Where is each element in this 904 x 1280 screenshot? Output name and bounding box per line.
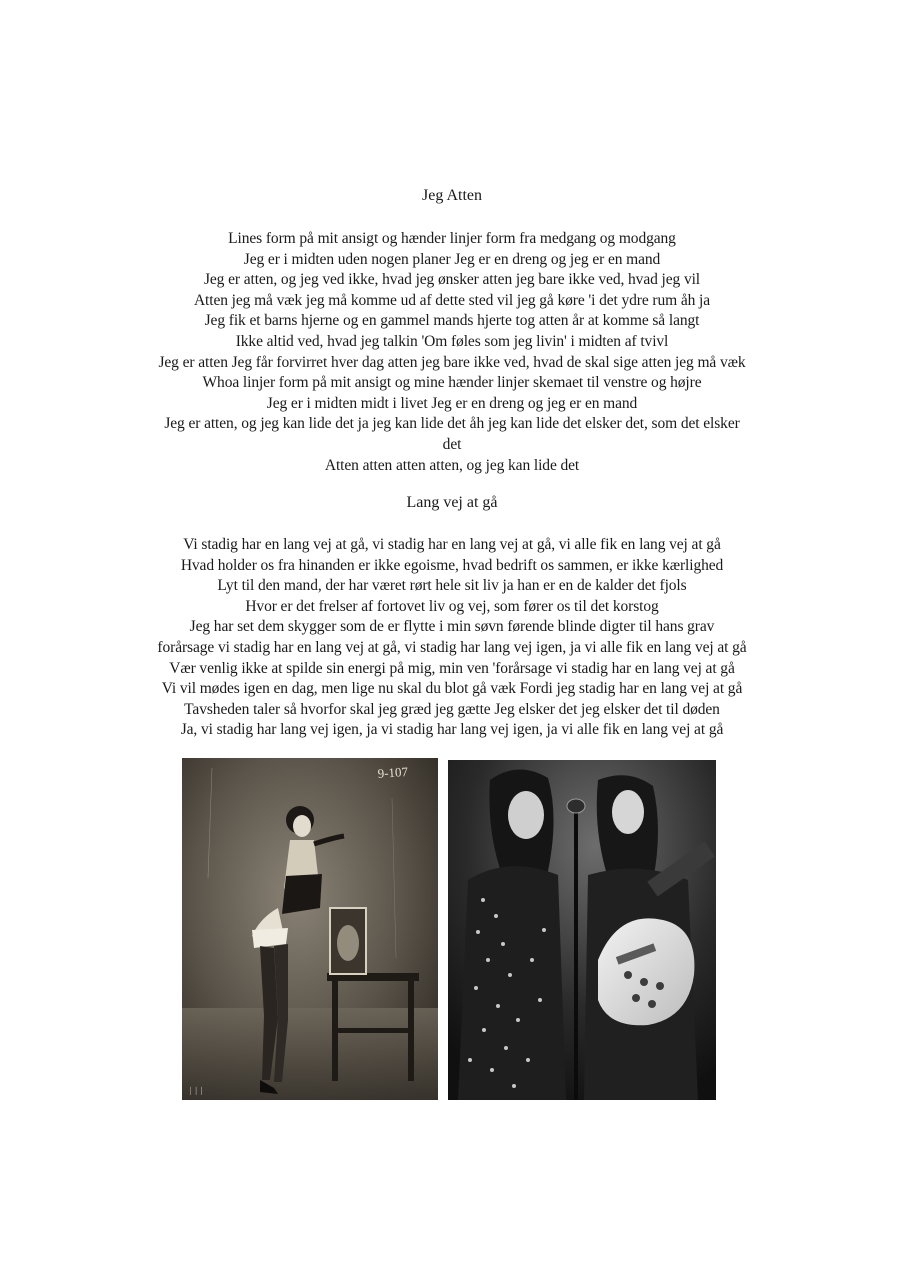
- poem-lang-vej: [40, 535, 864, 741]
- poem-line: Vær venlig ikke at spilde sin energi på mig, min ven 'forårsage vi stadig har en lang vej at gå: [169, 659, 735, 677]
- poem-line: Hvor er det frelser af fortovet liv og vej, som fører os til det korstog: [245, 597, 659, 615]
- poem-line: Ja, vi stadig har lang vej igen, ja vi stadig har lang vej igen, ja vi alle fik en lang vej at gå: [180, 721, 724, 739]
- photo-corner-mark: ᛁᛁᛁ: [188, 1087, 205, 1097]
- poem-line: Jeg fik et barns hjerne og en gammel mands hjerte tog atten år at komme så langt: [204, 312, 700, 330]
- poem-line: Jeg er atten, og jeg ved ikke, hvad jeg ønsker atten jeg bare ikke ved, hvad jeg vil: [203, 271, 701, 289]
- poem-line: Atten jeg må væk jeg må komme ud af dette sted vil jeg gå køre 'i det ydre rum åh ja: [193, 291, 711, 309]
- concert-illustration: [448, 760, 716, 1100]
- poem-line: Whoa linjer form på mit ansigt og mine hænder linjer skemaet til venstre og højre: [202, 374, 702, 392]
- concert-photo: [448, 760, 716, 1100]
- poem-line: Tavsheden taler så hvorfor skal jeg græd jeg gætte Jeg elsker det jeg elsker det til døden: [184, 700, 720, 718]
- poem-line: Vi stadig har en lang vej at gå, vi stadig har en lang vej at gå, vi alle fik en lang vej at gå: [183, 536, 721, 553]
- poem-line: Atten atten atten atten, og jeg kan lide det: [324, 456, 580, 474]
- poem-jeg-atten: [40, 229, 864, 476]
- poem-line: Jeg er atten Jeg får forvirret hver dag atten jeg bare ikke ved, hvad de skal sige atten jeg må væk: [158, 353, 746, 371]
- poem-line: det: [442, 435, 462, 453]
- poem-line: Jeg er atten, og jeg kan lide det ja jeg kan lide det åh jeg kan lide det elsker det, som det elsker: [164, 415, 740, 433]
- poem-title-jeg-atten: Jeg Atten: [422, 187, 482, 204]
- poem-line: Lines form på mit ansigt og hænder linjer form fra medgang og modgang: [228, 230, 676, 247]
- poem-line: Jeg er i midten midt i livet Jeg er en dreng og jeg er en mand: [266, 394, 638, 412]
- poem-line: forårsage vi stadig har en lang vej at gå, vi stadig har lang vej igen, ja vi alle fik en lang vej at gå: [157, 638, 747, 656]
- poem-title-lang-vej: Lang vej at gå: [406, 494, 498, 511]
- poem-line: Hvad holder os fra hinanden er ikke egoisme, hvad bedrift os sammen, er ikke kærlighed: [180, 556, 724, 574]
- vintage-portrait-illustration: [182, 758, 438, 1100]
- vintage-portrait-photo: [182, 758, 438, 1100]
- poem-line: Lyt til den mand, der har været rørt hele sit liv ja han er en de kalder det fjols: [217, 577, 687, 595]
- poem-line: Ikke altid ved, hvad jeg talkin 'Om føles som jeg livin' i midten af tvivl: [235, 332, 669, 350]
- poem-line: Vi vil mødes igen en dag, men lige nu skal du blot gå væk Fordi jeg stadig har en lang vej at gå: [161, 680, 743, 698]
- poem-line: Jeg er i midten uden nogen planer Jeg er en dreng og jeg er en mand: [243, 250, 661, 268]
- photo-inscription: 9-107: [377, 763, 409, 781]
- poem-line: Jeg har set dem skygger som de er flytte i min søvn førende blinde digter til hans grav: [189, 618, 715, 636]
